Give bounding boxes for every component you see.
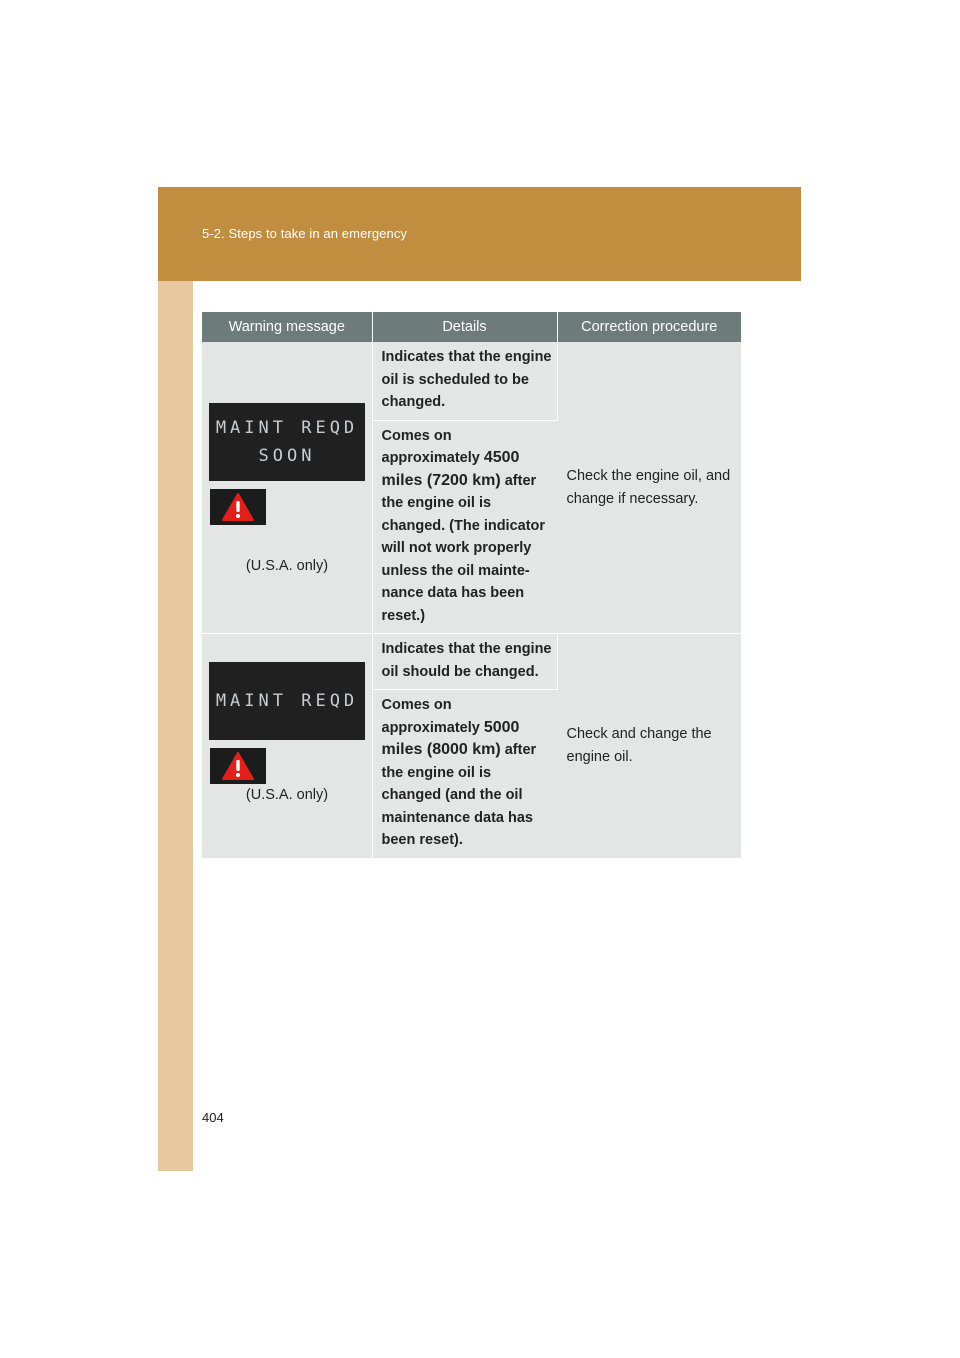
details-text: Comes on approximately xyxy=(381,427,484,466)
correction-cell: Check the engine oil, and change if necessary. xyxy=(557,342,741,634)
lcd-display xyxy=(209,403,365,481)
lcd-display xyxy=(209,662,365,740)
lcd-line-1: MAINT REQD xyxy=(215,418,359,438)
table-row xyxy=(202,342,741,420)
column-header-warning-message: Warning message xyxy=(202,312,372,342)
warning-table xyxy=(202,312,741,859)
mileage-value: 4500 miles (7200 km) xyxy=(381,449,520,489)
details-cell xyxy=(372,690,557,859)
details-cell: Indicates that the engine oil is scheduled to be changed. xyxy=(372,342,557,420)
usa-only-note: (U.S.A. only) xyxy=(245,787,329,803)
mileage-value: 5000 miles (8000 km) xyxy=(381,718,520,758)
lcd-line-2: SOON xyxy=(258,446,316,466)
table-row xyxy=(202,634,741,690)
table-header-row xyxy=(202,312,741,342)
details-cell: Indicates that the engine oil should be changed. xyxy=(372,634,557,690)
side-strip xyxy=(158,187,193,1171)
warning-triangle-icon xyxy=(210,489,266,525)
usa-only-note: (U.S.A. only) xyxy=(245,558,329,574)
details-text: after the engine oil is changed (and the oil maintenance data has been reset). xyxy=(381,742,537,848)
lcd-line-1: MAINT REQD xyxy=(215,691,359,711)
details-cell xyxy=(372,420,557,634)
warning-triangle-icon xyxy=(210,748,266,784)
column-header-details: Details xyxy=(372,312,557,342)
section-title: 5-2. Steps to take in an emergency xyxy=(202,226,408,241)
warning-message-cell xyxy=(202,342,372,634)
details-text: after the engine oil is changed. (The indicator will not work properly unless the oil mainte-nance data has been reset.) xyxy=(381,472,546,624)
warning-message-cell xyxy=(202,634,372,859)
details-text: Comes on approximately xyxy=(381,697,484,736)
column-header-correction: Correction procedure xyxy=(557,312,741,342)
correction-cell: Check and change the engine oil. xyxy=(557,634,741,859)
page-number: 404 xyxy=(202,1110,224,1125)
